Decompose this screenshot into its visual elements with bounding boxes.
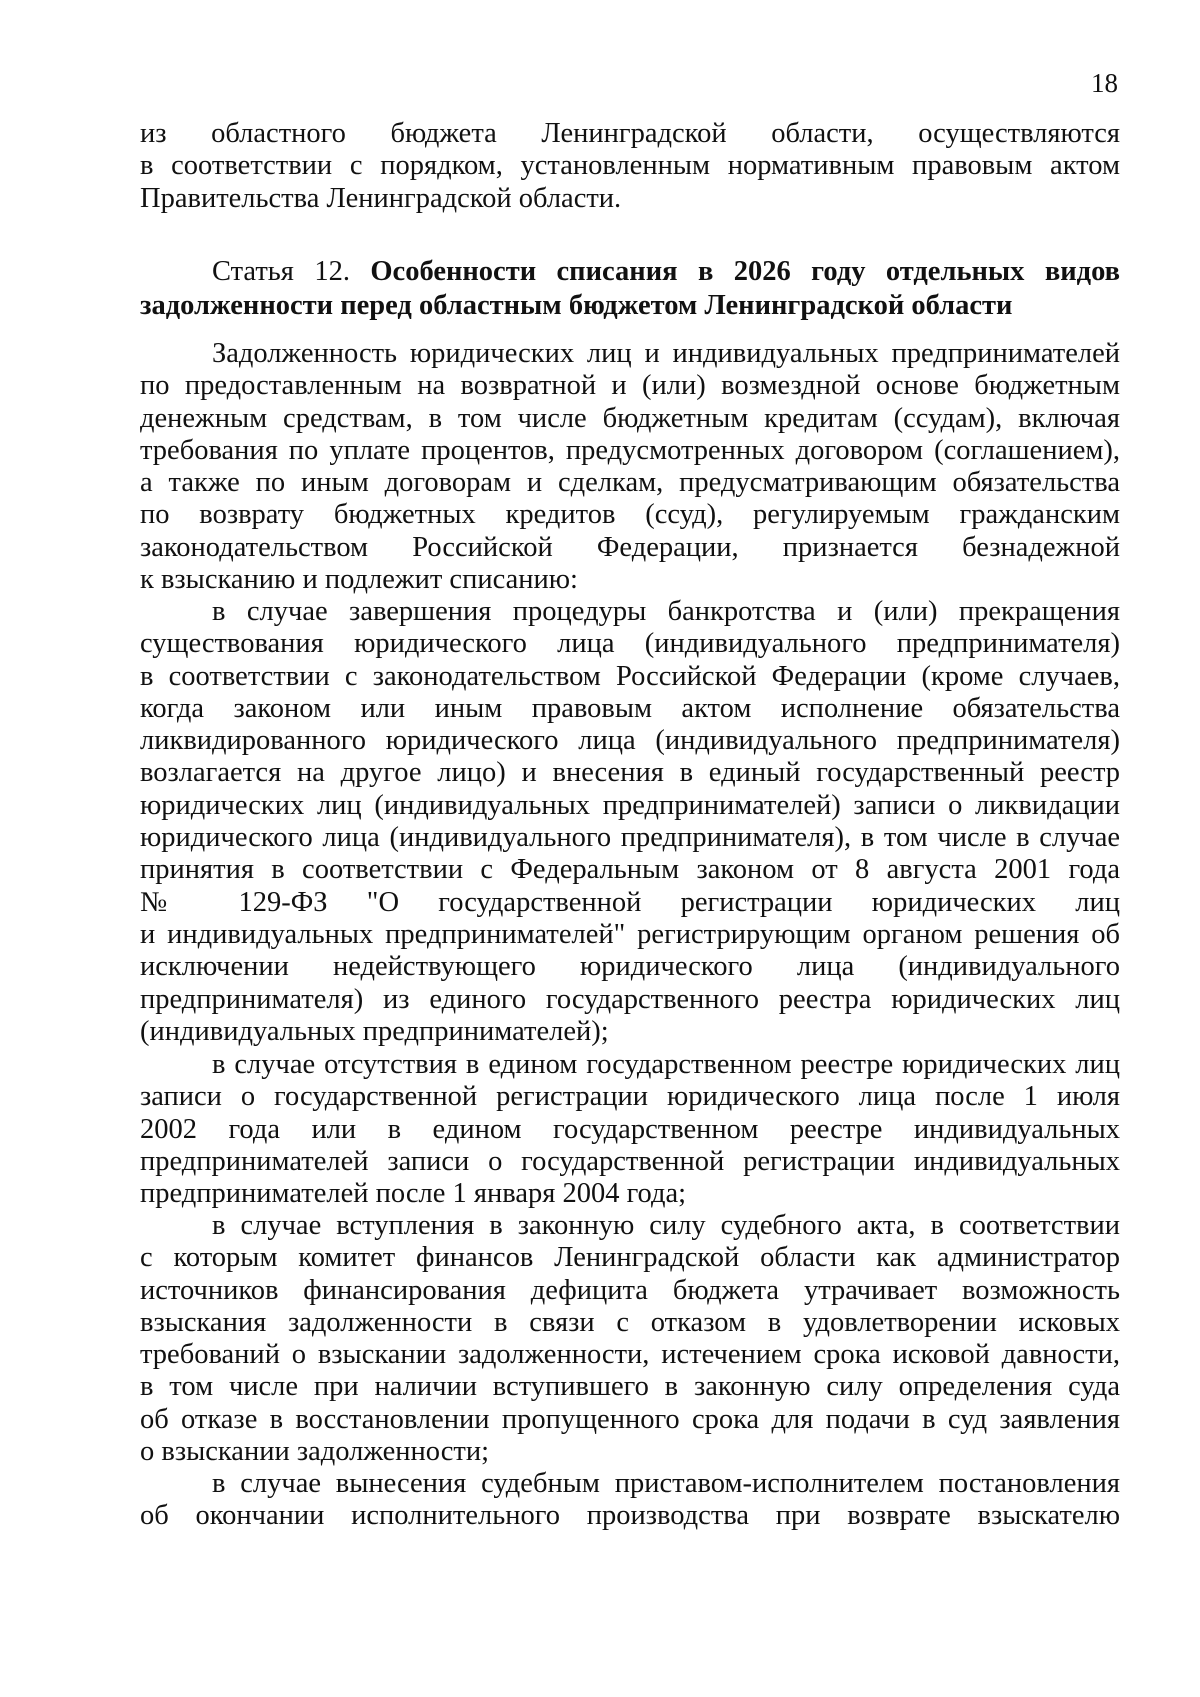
- text-line: предпринимателя) из единого государственного реестра юридических лиц: [140, 983, 1120, 1015]
- text-line: источников финансирования дефицита бюджета утрачивает возможность: [140, 1274, 1120, 1306]
- text-line: в случае завершения процедуры банкротства и (или) прекращения: [212, 596, 1120, 627]
- text-line: законодательством Российской Федерации, признается безнадежной: [140, 531, 1120, 563]
- text-line: по возврату бюджетных кредитов (ссуд), регулируемым гражданским: [140, 499, 1120, 531]
- text-line: принятия в соответствии с Федеральным законом от 8 августа 2001 года: [140, 854, 1120, 886]
- text-line: в том числе при наличии вступившего в законную силу определения суда: [140, 1371, 1120, 1403]
- text-line: и индивидуальных предпринимателей" регистрирующим органом решения об: [140, 918, 1120, 950]
- paragraph-bailiff-decision: [140, 1468, 1120, 1533]
- text-line: в соответствии с законодательством Российской Федерации (кроме случаев,: [140, 660, 1120, 692]
- article-heading: [140, 255, 1120, 323]
- paragraph-court-act: [140, 1210, 1120, 1468]
- article-heading-line: [140, 255, 1120, 289]
- text-line: Задолженность юридических лиц и индивидуальных предпринимателей: [212, 338, 1120, 369]
- text-line: по предоставленным на возвратной и (или) возмездной основе бюджетным: [140, 370, 1120, 402]
- text-line: исключении недействующего юридического лица (индивидуального: [140, 951, 1120, 983]
- text-line: с которым комитет финансов Ленинградской области как администратор: [140, 1242, 1120, 1274]
- text-line: записи о государственной регистрации юридического лица после 1 июля: [140, 1081, 1120, 1113]
- text-line: когда законом или иным правовым актом исполнение обязательства: [140, 692, 1120, 724]
- text-line: юридических лиц (индивидуальных предпринимателей) записи о ликвидации: [140, 789, 1120, 821]
- text-line: предпринимателей записи о государственной регистрации индивидуальных: [140, 1145, 1120, 1177]
- paragraph-debt-definition: [140, 338, 1120, 596]
- text-line: требований о взыскании задолженности, истечением срока исковой давности,: [140, 1339, 1120, 1371]
- text-line: об окончании исполнительного производства при возврате взыскателю: [140, 1500, 1120, 1532]
- text-line: требования по уплате процентов, предусмотренных договором (соглашением),: [140, 434, 1120, 466]
- text-line: в случае вынесения судебным приставом-исполнителем постановления: [212, 1468, 1120, 1499]
- page-number: 18: [1091, 68, 1118, 98]
- text-line: ликвидированного юридического лица (индивидуального предпринимателя): [140, 725, 1120, 757]
- text-line: в случае отсутствия в едином государственном реестре юридических лиц: [212, 1049, 1120, 1080]
- text-line: денежным средствам, в том числе бюджетным кредитам (ссудам), включая: [140, 402, 1120, 434]
- text-line: юридического лица (индивидуального предпринимателя), в том числе в случае: [140, 822, 1120, 854]
- paragraph-no-registry-record: [140, 1049, 1120, 1210]
- text-line: предпринимателей после 1 января 2004 года;: [140, 1178, 687, 1210]
- text-line: 2002 года или в едином государственном реестре индивидуальных: [140, 1113, 1120, 1145]
- text-line: из областного бюджета Ленинградской области, осуществляются: [140, 118, 1120, 149]
- text-line: а также по иным договорам и сделкам, предусматривающим обязательства: [140, 467, 1120, 499]
- text-line: к взысканию и подлежит списанию:: [140, 564, 578, 596]
- text-line: возлагается на другое лицо) и внесения в единый государственный реестр: [140, 757, 1120, 789]
- text-line: взыскания задолженности в связи с отказом в удовлетворении исковых: [140, 1306, 1120, 1338]
- text-line: № 129-ФЗ "О государственной регистрации юридических лиц: [140, 886, 1120, 918]
- text-line: (индивидуальных предпринимателей);: [140, 1015, 609, 1047]
- article-label: Статья 12.: [212, 256, 350, 287]
- text-line: в соответствии с порядком, установленным нормативным правовым актом: [140, 150, 1120, 182]
- text-line: Правительства Ленинградской области.: [140, 182, 622, 214]
- paragraph-bankruptcy-case: [140, 596, 1120, 1048]
- article-title-part1: Особенности списания в 2026 году отдельных видов: [370, 256, 1121, 287]
- text-line: об отказе в восстановлении пропущенного срока для подачи в суд заявления: [140, 1403, 1120, 1435]
- article-title-part2: задолженности перед областным бюджетом Ленинградской области: [140, 290, 1013, 321]
- text-line: о взыскании задолженности;: [140, 1436, 490, 1468]
- intro-paragraph: [140, 118, 1120, 215]
- text-line: в случае вступления в законную силу судебного акта, в соответствии: [212, 1210, 1120, 1241]
- text-line: существования юридического лица (индивидуального предпринимателя): [140, 628, 1120, 660]
